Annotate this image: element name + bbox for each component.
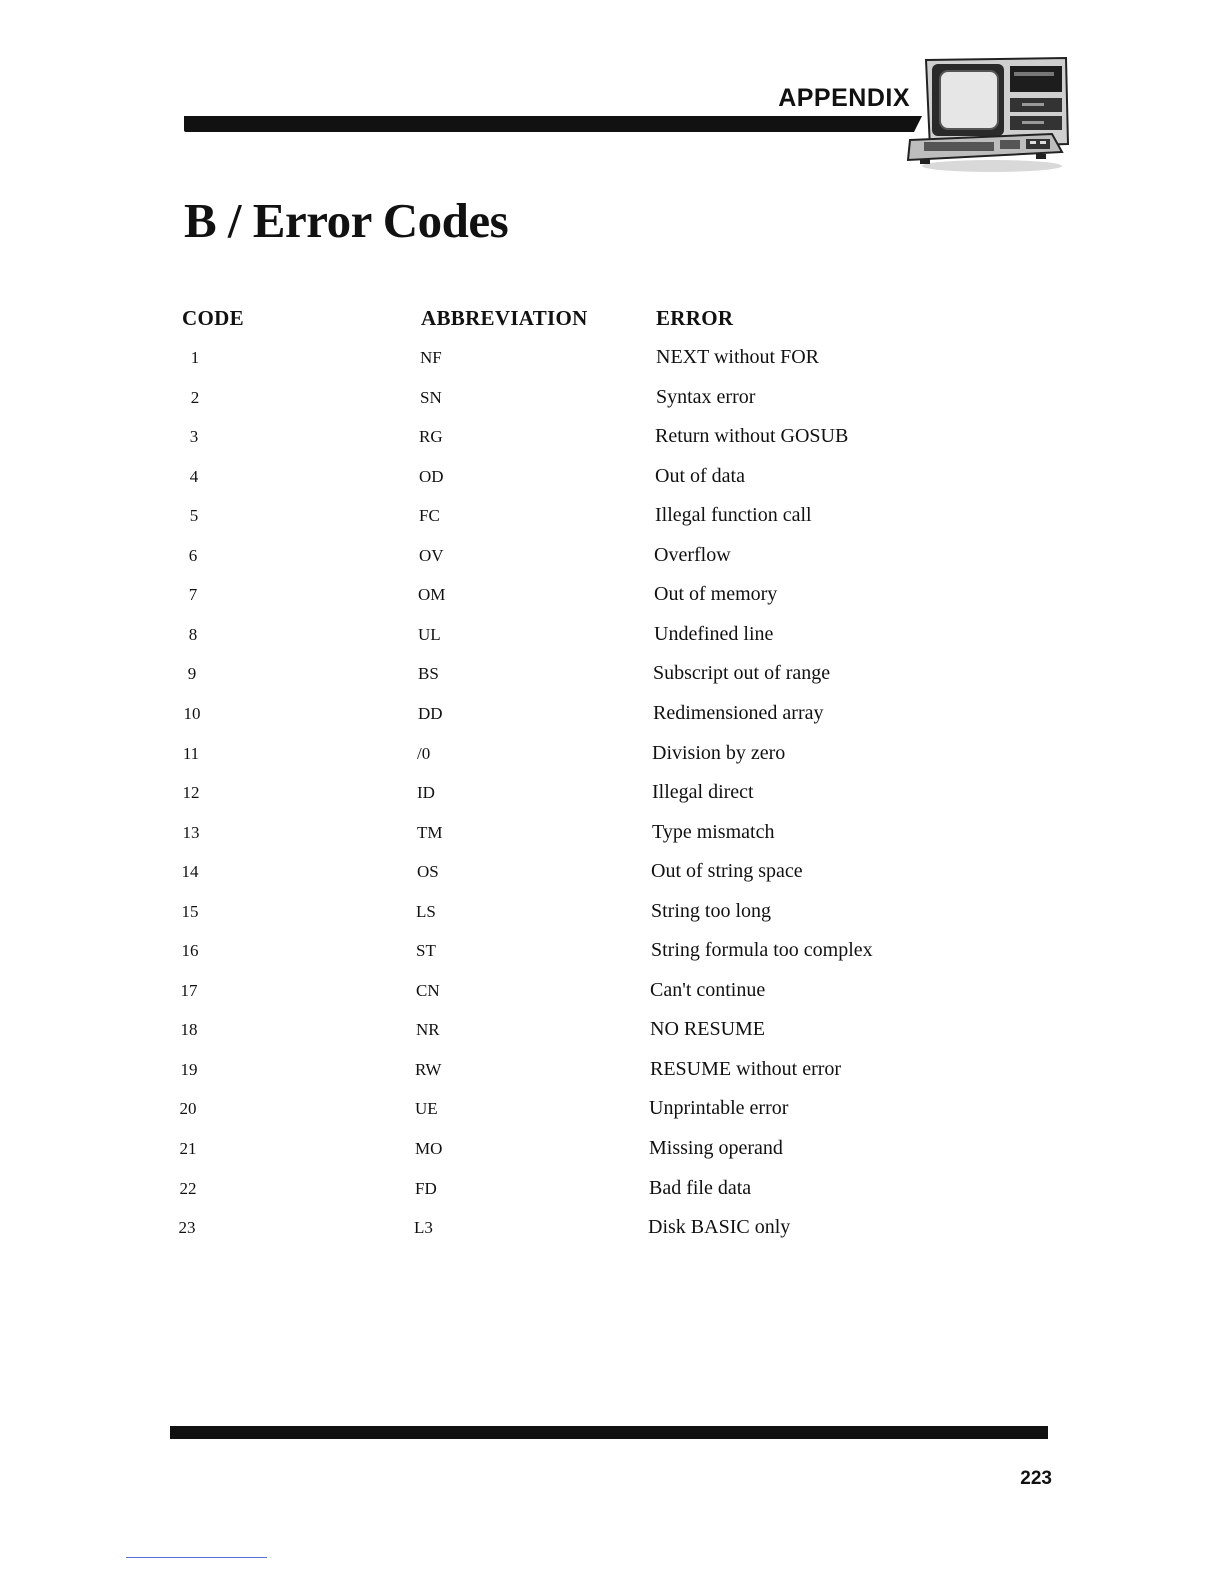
error-description: Out of string space xyxy=(651,860,803,882)
error-abbreviation: L3 xyxy=(414,1218,433,1237)
error-code-number: 12 xyxy=(182,783,200,802)
error-abbreviation: LS xyxy=(416,902,436,921)
error-description: Redimensioned array xyxy=(653,702,824,724)
table-row xyxy=(0,346,1224,385)
error-description: Return without GOSUB xyxy=(655,425,849,447)
table-row xyxy=(0,465,1224,504)
error-abbreviation: BS xyxy=(418,664,439,683)
error-code-number: 7 xyxy=(188,585,198,604)
error-code-number: 1 xyxy=(190,348,200,367)
table-row xyxy=(0,425,1224,464)
error-abbreviation: CN xyxy=(416,981,440,1000)
error-abbreviation: RW xyxy=(415,1060,442,1079)
table-row xyxy=(0,544,1224,583)
error-abbreviation: NR xyxy=(416,1020,440,1039)
error-code-number: 10 xyxy=(183,704,201,723)
error-description: Out of data xyxy=(655,465,745,487)
error-code-number: 4 xyxy=(189,467,199,486)
error-description: Syntax error xyxy=(656,386,756,408)
table-row xyxy=(0,979,1224,1018)
error-code-number: 9 xyxy=(187,664,197,683)
section-label: APPENDIX xyxy=(778,84,910,112)
table-row xyxy=(0,662,1224,701)
error-abbreviation: MO xyxy=(415,1139,443,1158)
table-row xyxy=(0,702,1224,741)
column-header-abbreviation: ABBREVIATION xyxy=(421,306,588,330)
error-abbreviation: OD xyxy=(419,467,444,486)
error-description: Can't continue xyxy=(650,979,766,1001)
error-description: Missing operand xyxy=(649,1137,783,1159)
column-header-error: ERROR xyxy=(656,306,734,330)
error-abbreviation: OM xyxy=(418,585,446,604)
table-row xyxy=(0,1137,1224,1176)
table-row xyxy=(0,900,1224,939)
table-row xyxy=(0,1216,1224,1255)
error-abbreviation: NF xyxy=(420,348,442,367)
error-description: Illegal direct xyxy=(652,781,754,803)
error-description: Bad file data xyxy=(649,1177,752,1199)
error-description: Undefined line xyxy=(654,623,774,645)
error-code-number: 20 xyxy=(179,1099,197,1118)
error-abbreviation: ID xyxy=(417,783,435,802)
error-code-number: 18 xyxy=(180,1020,198,1039)
page-number: 223 xyxy=(1020,1468,1052,1489)
error-code-number: 6 xyxy=(188,546,198,565)
table-row xyxy=(0,742,1224,781)
error-code-number: 16 xyxy=(181,941,199,960)
error-abbreviation: DD xyxy=(418,704,443,723)
computer-icon xyxy=(902,56,1072,176)
table-row xyxy=(0,386,1224,425)
table-row xyxy=(0,781,1224,820)
error-code-number: 2 xyxy=(190,388,200,407)
error-description: Division by zero xyxy=(652,742,786,764)
error-code-number: 21 xyxy=(179,1139,197,1158)
error-abbreviation: OV xyxy=(419,546,444,565)
error-description: NEXT without FOR xyxy=(656,346,819,368)
error-abbreviation: FD xyxy=(415,1179,437,1198)
column-header-code: CODE xyxy=(182,306,244,330)
error-code-number: 5 xyxy=(189,506,199,525)
error-abbreviation: FC xyxy=(419,506,440,525)
error-abbreviation: OS xyxy=(417,862,439,881)
error-code-number: 17 xyxy=(180,981,198,1000)
error-code-number: 13 xyxy=(182,823,200,842)
error-description: String too long xyxy=(651,900,772,922)
scan-artifact-line xyxy=(126,1557,267,1558)
table-row xyxy=(0,1177,1224,1216)
header-rule xyxy=(184,116,914,132)
error-description: Out of memory xyxy=(654,583,778,605)
error-abbreviation: UL xyxy=(418,625,441,644)
error-description: Illegal function call xyxy=(655,504,812,526)
error-code-number: 15 xyxy=(181,902,199,921)
table-row xyxy=(0,623,1224,662)
error-description: Disk BASIC only xyxy=(648,1216,791,1238)
error-code-number: 22 xyxy=(179,1179,197,1198)
table-row xyxy=(0,583,1224,622)
table-row xyxy=(0,1058,1224,1097)
page-title: B / Error Codes xyxy=(184,193,509,248)
footer-rule xyxy=(170,1426,1048,1439)
table-row xyxy=(0,860,1224,899)
error-description: String formula too complex xyxy=(651,939,873,961)
error-description: Unprintable error xyxy=(649,1097,789,1119)
error-abbreviation: RG xyxy=(419,427,443,446)
error-description: RESUME without error xyxy=(650,1058,842,1080)
error-abbreviation: ST xyxy=(416,941,436,960)
error-code-number: 11 xyxy=(182,744,200,763)
error-description: NO RESUME xyxy=(650,1018,766,1040)
error-code-number: 8 xyxy=(188,625,198,644)
table-row xyxy=(0,939,1224,978)
error-code-number: 14 xyxy=(181,862,199,881)
error-description: Subscript out of range xyxy=(653,662,831,684)
error-abbreviation: UE xyxy=(415,1099,438,1118)
error-description: Type mismatch xyxy=(652,821,775,843)
table-row xyxy=(0,504,1224,543)
table-row xyxy=(0,821,1224,860)
table-row xyxy=(0,1097,1224,1136)
error-code-number: 23 xyxy=(178,1218,196,1237)
error-abbreviation: TM xyxy=(417,823,443,842)
error-abbreviation: /0 xyxy=(417,744,431,763)
error-code-number: 3 xyxy=(189,427,199,446)
error-description: Overflow xyxy=(654,544,731,566)
error-abbreviation: SN xyxy=(420,388,442,407)
table-row xyxy=(0,1018,1224,1057)
error-code-number: 19 xyxy=(180,1060,198,1079)
